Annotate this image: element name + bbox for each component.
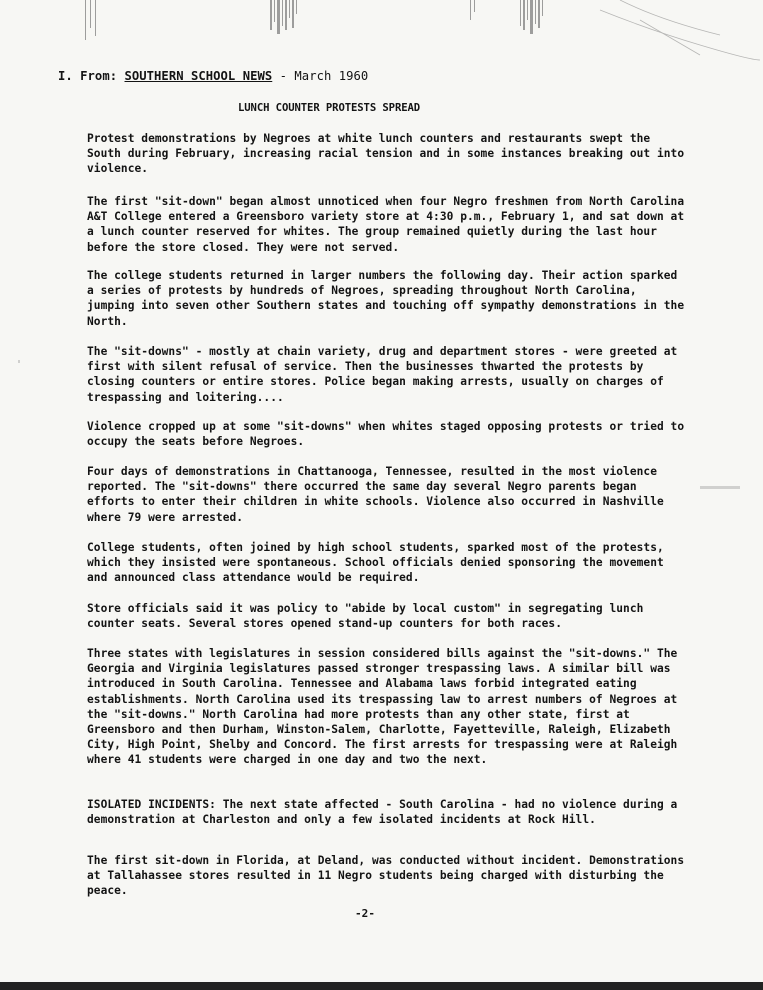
source-date: - March 1960 xyxy=(279,69,369,83)
paragraph-7: College students, often joined by high school students, sparked most of the protests, which they insisted were spontaneous. School officials denied sponsoring the movement and announced class attendance would be required. xyxy=(87,541,664,585)
paragraph-2: The first "sit-down" began almost unnoticed when four Negro freshmen from North Carolina A&T College entered a Greensboro variety store at 4:30 p.m., February 1, and sat down at a lunch counter reserved for whites. The group remained quietly during the last hour before the store closed. They were not served. xyxy=(87,195,685,254)
document-heading xyxy=(58,69,368,84)
paragraph-3: The college students returned in larger numbers the following day. Their action sparked a series of protests by hundreds of Negroes, spreading throughout North Carolina, jumping into seven other Southern states and touching off sympathy demonstrations in the North. xyxy=(87,269,685,328)
paragraph-5: Violence cropped up at some "sit-downs" when whites staged opposing protests or tried to occupy the seats before Negroes. xyxy=(87,420,685,449)
source-name: SOUTHERN SCHOOL NEWS xyxy=(124,69,273,83)
section-number: I. From: xyxy=(58,69,118,83)
paragraph-4: The "sit-downs" - mostly at chain variety, drug and department stores - were greeted at first with silent refusal of service. Then the businesses thwarted the protests by closing counters or entire stores. Police began making arrests, usually on charges of trespassing and loitering.... xyxy=(87,345,678,404)
paragraph-1: Protest demonstrations by Negroes at white lunch counters and restaurants swept the South during February, increasing racial tension and in some instances breaking out into violence. xyxy=(87,132,685,176)
paragraph-9: Three states with legislatures in session considered bills against the "sit-downs." The Georgia and Virginia legislatures passed stronger trespassing laws. A similar bill was introduced in South Carolina. Tennessee and Alabama laws forbid integrated eating establishments. North Carolina used its trespassing law to arrest numbers of Negroes at the "sit-downs." North Carolina had more protests than any other state, first at Greensboro and then Durham, Winston-Salem, Charlotte, Fayetteville, Raleigh, Elizabeth City, High Point, Shelby and Concord. The first arrests for trespassing were at Raleigh where 41 students were charged in one day and two the next. xyxy=(87,647,678,767)
page-number: -2- xyxy=(355,907,376,920)
paragraph-8: Store officials said it was policy to "abide by local custom" in segregating lunch counter seats. Several stores opened stand-up counters for both races. xyxy=(87,602,644,631)
paragraph-10: ISOLATED INCIDENTS: The next state affected - South Carolina - had no violence during a demonstration at Charleston and only a few isolated incidents at Rock Hill. xyxy=(87,798,678,827)
article-title: LUNCH COUNTER PROTESTS SPREAD xyxy=(238,102,421,114)
paragraph-11: The first sit-down in Florida, at Deland, was conducted without incident. Demonstrations at Tallahassee stores resulted in 11 Negro students being charged with disturbing the peace. xyxy=(87,854,685,898)
scan-bottom-edge xyxy=(0,982,763,990)
paragraph-6: Four days of demonstrations in Chattanooga, Tennessee, resulted in the most violence reported. The "sit-downs" there occurred the same day several Negro parents began efforts to enter their children in white schools. Violence also occurred in Nashville where 79 were arrested. xyxy=(87,465,664,524)
